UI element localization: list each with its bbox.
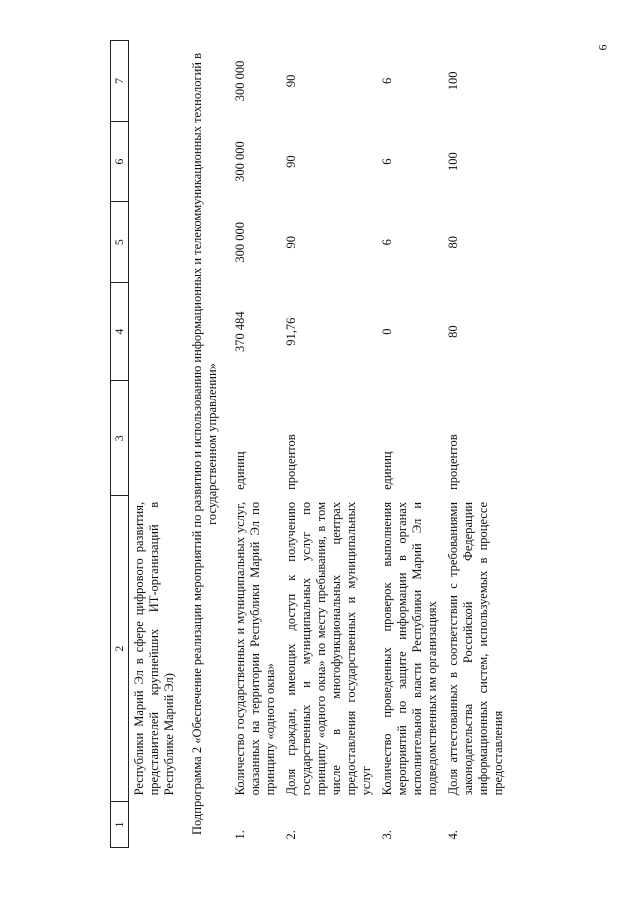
value-col-4: 0 bbox=[380, 328, 394, 335]
table-row bbox=[443, 41, 509, 848]
value-col-7: 90 bbox=[284, 74, 298, 88]
indicator-name: Доля граждан, имеющих доступ к получению государственных и муниципальных услуг по принципу «одного окна» по месту пребывания, в том числе в многофункциональных центрах предоставления государственных и муниципальных услуг bbox=[284, 501, 373, 796]
indicator-name: Количество государственных и муниципальных услуг, оказанных на территории Республики Марий Эл по принципу «одного окна» bbox=[233, 501, 277, 796]
header-col-5: 5 bbox=[111, 202, 129, 283]
value-col-5: 6 bbox=[380, 239, 394, 246]
indicators-table bbox=[110, 40, 509, 848]
value-col-5: 90 bbox=[284, 236, 298, 249]
indicator-unit: единиц bbox=[380, 451, 394, 490]
value-col-7: 300 000 bbox=[233, 60, 247, 102]
row-number: 1. bbox=[233, 830, 247, 840]
value-col-7: 6 bbox=[380, 77, 394, 84]
subprogram-title: Подпрограмма 2 «Обеспечение реализации мероприятий по развитию и использованию информационных и телекоммуникационных технологий в государственном управлении» bbox=[190, 53, 219, 835]
indicator-name: Доля аттестованных в соответствии с требованиями законодательства Российской Федерации информационных систем, используемых в процессе предоставления bbox=[446, 501, 505, 796]
value-col-6: 6 bbox=[380, 158, 394, 165]
header-col-3: 3 bbox=[111, 381, 129, 496]
column-number-header bbox=[111, 41, 129, 848]
indicator-unit: процентов bbox=[284, 434, 298, 490]
indicator-name: Количество проведенных проверок выполнения мероприятий по защите информации в органах исполнительной власти Республики Марий Эл и подведомственных им организациях bbox=[380, 501, 439, 796]
page-number: 6 bbox=[595, 44, 610, 51]
row-number: 2. bbox=[284, 830, 298, 840]
header-col-6: 6 bbox=[111, 121, 129, 202]
header-col-2: 2 bbox=[111, 496, 129, 802]
row-number: 4. bbox=[446, 830, 460, 840]
value-col-4: 91,76 bbox=[284, 317, 298, 346]
indicator-unit: процентов bbox=[446, 434, 460, 490]
table-row bbox=[281, 41, 377, 848]
value-col-6: 300 000 bbox=[233, 141, 247, 182]
table-row bbox=[230, 41, 281, 848]
header-col-4: 4 bbox=[111, 283, 129, 381]
row-number: 3. bbox=[380, 830, 394, 840]
table-row bbox=[377, 41, 443, 848]
header-col-1: 1 bbox=[111, 801, 129, 847]
header-col-7: 7 bbox=[111, 41, 129, 122]
value-col-5: 300 000 bbox=[233, 221, 247, 263]
value-col-6: 100 bbox=[446, 152, 460, 171]
value-col-4: 80 bbox=[446, 325, 460, 338]
indicator-unit: единиц bbox=[233, 451, 247, 490]
continued-indicator-text: Республики Марий Эл в сфере цифрового развития, представителей крупнейших ИТ-организаций в Республике Марий Эл) bbox=[132, 501, 176, 796]
subprogram-row bbox=[180, 41, 230, 848]
value-col-6: 90 bbox=[284, 155, 298, 168]
rotated-table-page bbox=[110, 40, 630, 848]
value-col-4: 370 484 bbox=[233, 311, 247, 352]
table-row-continued bbox=[129, 41, 181, 848]
value-col-5: 80 bbox=[446, 236, 460, 249]
value-col-7: 100 bbox=[446, 71, 460, 91]
